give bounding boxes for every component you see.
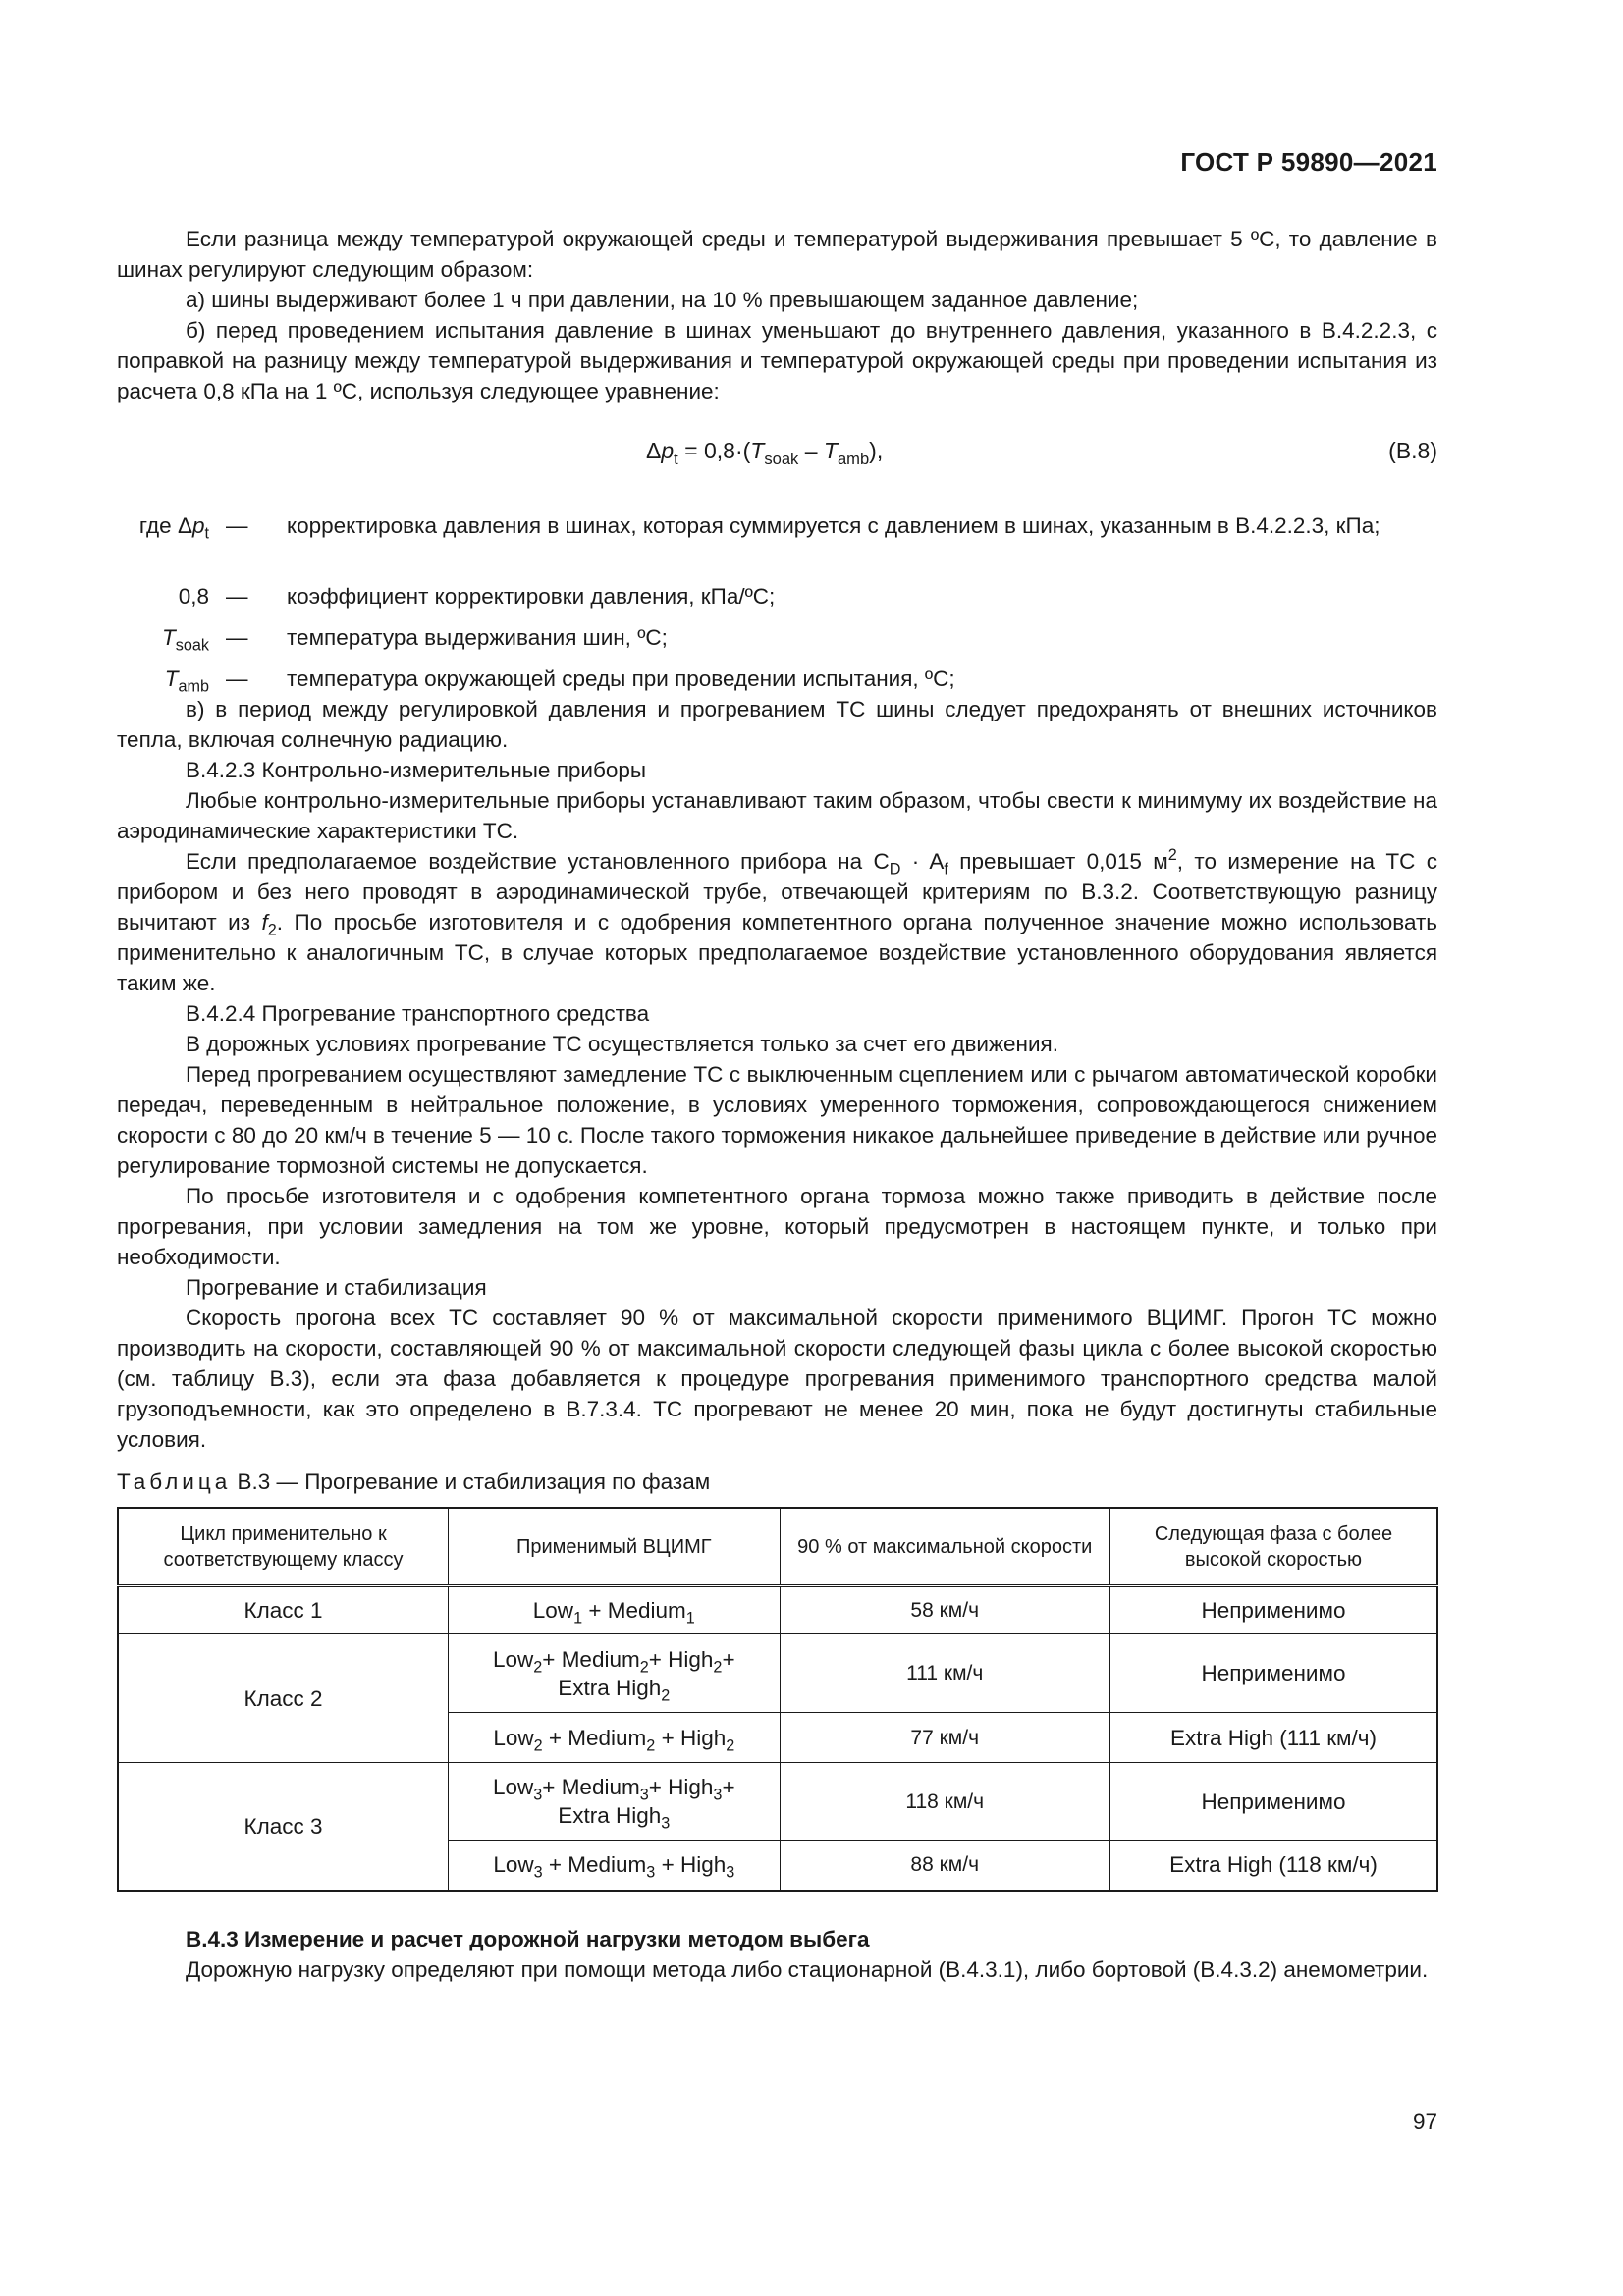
class-cell: Класс 2 bbox=[118, 1634, 449, 1763]
class-cell: Класс 3 bbox=[118, 1763, 449, 1891]
document-id: ГОСТ Р 59890—2021 bbox=[1180, 147, 1437, 177]
formula-number: (В.8) bbox=[1388, 438, 1437, 463]
paragraph-cd-af: Если предполагаемое воздействие установленного прибора на $C_D \cdot A_f$ превышает 0,015 $м^2$, то измерение на ТС с прибором и без него проводят в аэродинамической трубе, отвечающей критериям по В.3.2. Соответствующую разницу вычитают из $f_2$. По просьбе изготовителя и с одобрения компетентного органа полученное значение можно использовать применительно к аналогичным ТС, в случае которых предполагаемое воздействие установленного оборудования является таким же. bbox=[117, 846, 1438, 995]
speed-cell: 111 км/ч bbox=[780, 1634, 1109, 1713]
where-row-delta-p: где $\Delta p_t$ — корректировка давления в шинах, которая суммируется с давлением в шинах, указанным в В.4.2.2.3, кПа; bbox=[98, 510, 1453, 571]
warmup-table bbox=[117, 1507, 1438, 1892]
where-definition: корректировка давления в шинах, которая суммируется с давлением в шинах, указанным в В.4.2.2.3, кПа; bbox=[287, 513, 1380, 538]
speed-cell: 77 км/ч bbox=[780, 1713, 1109, 1763]
speed-cell: 58 км/ч bbox=[780, 1586, 1109, 1634]
column-header: Следующая фаза с более высокой скоростью bbox=[1109, 1508, 1437, 1586]
item-b: б) перед проведением испытания давление в шинах уменьшают до внутреннего давления, указанного в В.4.2.2.3, с поправкой на разницу между температурой выдерживания и температурой окружающей среды при проведении испытания из расчета 0,8 кПа на 1 ºC, используя следующее уравнение: bbox=[117, 318, 1437, 403]
speed-cell: 118 км/ч bbox=[780, 1763, 1109, 1841]
next-phase-cell: Extra High (111 км/ч) bbox=[1109, 1713, 1437, 1763]
item-a: а) шины выдерживают более 1 ч при давлении, на 10 % превышающем заданное давление; bbox=[186, 288, 1139, 312]
where-definition: коэффициент корректировки давления, кПа/ºC; bbox=[287, 584, 776, 609]
next-phase-cell: Неприменимо bbox=[1109, 1763, 1437, 1841]
paragraph-speed: Скорость прогона всех ТС составляет 90 % от максимальной скорости применимого ВЦИМГ. Прогон ТС можно производить на скорости, составляющей 90 % от максимальной скорости следующей фазы цикла с более высокой скоростью (см. таблицу В.3), если эта фаза добавляется к процедуре прогревания применимого транспортного средства малой грузоподъемности, как это определено в В.7.3.4. ТС прогревают не менее 20 мин, пока не будут достигнуты стабильные условия. bbox=[117, 1306, 1437, 1452]
table-header-row bbox=[118, 1508, 1437, 1586]
cycle-cell: Low$_2$ + Medium$_2$ + High$_2$ bbox=[449, 1713, 780, 1763]
where-term: 0,8 bbox=[178, 584, 209, 609]
section-b43-heading: В.4.3 Измерение и расчет дорожной нагрузки методом выбега bbox=[186, 1927, 870, 1951]
where-term: $T_{soak}$ bbox=[162, 625, 209, 655]
cycle-cell: Low$_1$ + Medium$_1$ bbox=[449, 1586, 780, 1634]
subheading-warmup: Прогревание и стабилизация bbox=[186, 1275, 487, 1300]
where-term: где $\Delta p_t$ bbox=[138, 513, 209, 543]
class-cell: Класс 1 bbox=[118, 1586, 449, 1634]
section-b423-heading: В.4.2.3 Контрольно-измерительные приборы bbox=[186, 758, 647, 782]
paragraph-instruments: Любые контрольно-измерительные приборы устанавливают таким образом, чтобы свести к минимуму их воздействие на аэродинамические характеристики ТС. bbox=[117, 788, 1437, 843]
document-page: ГОСТ Р 59890—2021 Если разница между температурой окружающей среды и температурой выдерживания превышает 5 ºC, то давление в шинах регулируют следующим образом: а) шины выдерживают более 1 ч при давлении, на 10 % превышающем заданное давление; б) перед проведением испытания давление в шинах уменьшают до внутреннего давления, указанного в В.4.2.2.3, с поправкой на разницу между температурой выдерживания и температурой окружающей среды при проведении испытания из расчета 0,8 кПа на 1 ºC, используя следующее уравнение: $\Delta p_t = 0,8\cdot(T_{soak} - T_{amb})$, (В.8) где $\Delta p_t$ — корректировка давления в шинах, которая суммируется с давлением в шинах, указанным в В.4.2.2.3, кПа; 0,8 — коэффициент корректировки давления, кПа/ºC; $T_{soak}$ — температура выдерживания шин, ºC; $T_{amb}$ — температура окружающей среды при проведении испытания, ºC; в) в период между регулировкой давления и прогреванием ТС шины следует предохранять от внешних источников тепла, включая солнечную радиацию. В.4.2.3 Контрольно-измерительные приборы Любые контрольно-измерительные приборы устанавливают таким образом, чтобы свести к минимуму их воздействие на аэродинамические характеристики ТС. Если предполагаемое воздействие установленного прибора на $C_D \cdot A_f$ превышает 0,015 $м^2$, то измерение на ТС с прибором и без него проводят в аэродинамической трубе, отвечающей критериям по В.3.2. Соответствующую разницу вычитают из $f_2$. По просьбе изготовителя и с одобрения компетентного органа полученное значение можно использовать применительно к аналогичным ТС, в случае которых предполагаемое воздействие установленного оборудования является таким же. В.4.2.4 Прогревание транспортного средства В дорожных условиях прогревание ТС осуществляется только за счет его движения. Перед прогреванием осуществляют замедление ТС с выключенным сцеплением или с рычагом автоматической коробки передач, переведенным в нейтральное положение, в условиях умеренного торможения, сопровождающегося снижением скорости с 80 до 20 км/ч в течение 5 — 10 с. После такого торможения никакое дальнейшее приведение в действие или ручное регулирование тормозной системы не допускается. По просьбе изготовителя и с одобрения компетентного органа тормоза можно также приводить в действие после прогревания, при условии замедления на том же уровне, который предусмотрен в настоящем пункте, и только при необходимости. Прогревание и стабилизация Скорость прогона всех ТС составляет 90 % от максимальной скорости применимого ВЦИМГ. Прогон ТС можно производить на скорости, составляющей 90 % от максимальной скорости следующей фазы цикла с более высокой скоростью (см. таблицу В.3), если эта фаза добавляется к процедуре прогревания применимого транспортного средства малой грузоподъемности, как это определено в В.7.3.4. ТС прогревают не менее 20 мин, пока не будут достигнуты стабильные условия. Таблица В.3 — Прогревание и стабилизация по фазам Цикл применительно к соответствующему классу Применимый ВЦИМГ 90 % от максимальной скорости Следующая фаза с более высокой скоростью Класс 1 Low$_1$ + Medium$_1$ 58 км/ч Неприменимо Класс 2 Low$_2$+ Medium$_2$+ High$_2$+ Extra High$_2$ 111 км/ч Неприменимо Low$_2$ + Medium$_2$ + High$_2$ 77 км/ч Extra High (111 км/ч) Класс 3 Low$_3$+ Medium$_3$+ High$_3$+ Extra High$_3$ 118 км/ч Неприменимо Low$_3$ + Medium$_3$ + High$_3$ 88 км/ч Extra High (118 км/ч) В.4.3 Измерение и расчет дорожной нагрузки методом выбега Дорожную нагрузку определяют при помощи метода либо стационарной (В.4.3.1), либо бортовой (В.4.3.2) анемометрии. 97 bbox=[0, 0, 1623, 2296]
table-caption: Таблица В.3 — Прогревание и стабилизация по фазам bbox=[117, 1469, 711, 1494]
item-v: в) в период между регулировкой давления и прогреванием ТС шины следует предохранять от внешних источников тепла, включая солнечную радиацию. bbox=[117, 697, 1437, 752]
table-row bbox=[118, 1634, 1437, 1713]
paragraph-temperature-difference: Если разница между температурой окружающей среды и температурой выдерживания превышает 5 ºC, то давление в шинах регулируют следующим образом: bbox=[117, 227, 1437, 282]
cycle-cell: Low$_3$ + Medium$_3$ + High$_3$ bbox=[449, 1841, 780, 1891]
next-phase-cell: Неприменимо bbox=[1109, 1586, 1437, 1634]
paragraph-deceleration: Перед прогреванием осуществляют замедление ТС с выключенным сцеплением или с рычагом автоматической коробки передач, переведенным в нейтральное положение, в условиях умеренного торможения, сопровождающегося снижением скорости с 80 до 20 км/ч в течение 5 — 10 с. После такого торможения никакое дальнейшее приведение в действие или ручное регулирование тормозной системы не допускается. bbox=[117, 1062, 1437, 1178]
table-row bbox=[118, 1763, 1437, 1841]
column-header: 90 % от максимальной скорости bbox=[780, 1508, 1109, 1586]
page-number: 97 bbox=[1412, 2109, 1437, 2134]
table-row bbox=[118, 1586, 1437, 1634]
formula-expression: $\Delta p_t = 0,8\cdot(T_{soak} - T_{amb})$, bbox=[646, 438, 884, 468]
cycle-cell: Low$_3$+ Medium$_3$+ High$_3$+ Extra High$_3$ bbox=[449, 1763, 780, 1841]
paragraph-brakes: По просьбе изготовителя и с одобрения компетентного органа тормоза можно также приводить в действие после прогревания, при условии замедления на том же уровне, который предусмотрен в настоящем пункте, и только при необходимости. bbox=[117, 1184, 1437, 1269]
paragraph-road-load: Дорожную нагрузку определяют при помощи метода либо стационарной (В.4.3.1), либо бортовой (В.4.3.2) анемометрии. bbox=[186, 1957, 1429, 1982]
section-b424-heading: В.4.2.4 Прогревание транспортного средства bbox=[186, 1001, 650, 1026]
speed-cell: 88 км/ч bbox=[780, 1841, 1109, 1891]
where-definition: температура окружающей среды при проведении испытания, ºC; bbox=[287, 667, 955, 691]
column-header: Цикл применительно к соответствующему классу bbox=[118, 1508, 449, 1586]
where-term: $T_{amb}$ bbox=[164, 667, 209, 696]
where-definition: температура выдерживания шин, ºC; bbox=[287, 625, 668, 650]
cycle-cell: Low$_2$+ Medium$_2$+ High$_2$+ Extra High$_2$ bbox=[449, 1634, 780, 1713]
paragraph-road-conditions: В дорожных условиях прогревание ТС осуществляется только за счет его движения. bbox=[186, 1032, 1058, 1056]
next-phase-cell: Extra High (118 км/ч) bbox=[1109, 1841, 1437, 1891]
next-phase-cell: Неприменимо bbox=[1109, 1634, 1437, 1713]
column-header: Применимый ВЦИМГ bbox=[449, 1508, 780, 1586]
